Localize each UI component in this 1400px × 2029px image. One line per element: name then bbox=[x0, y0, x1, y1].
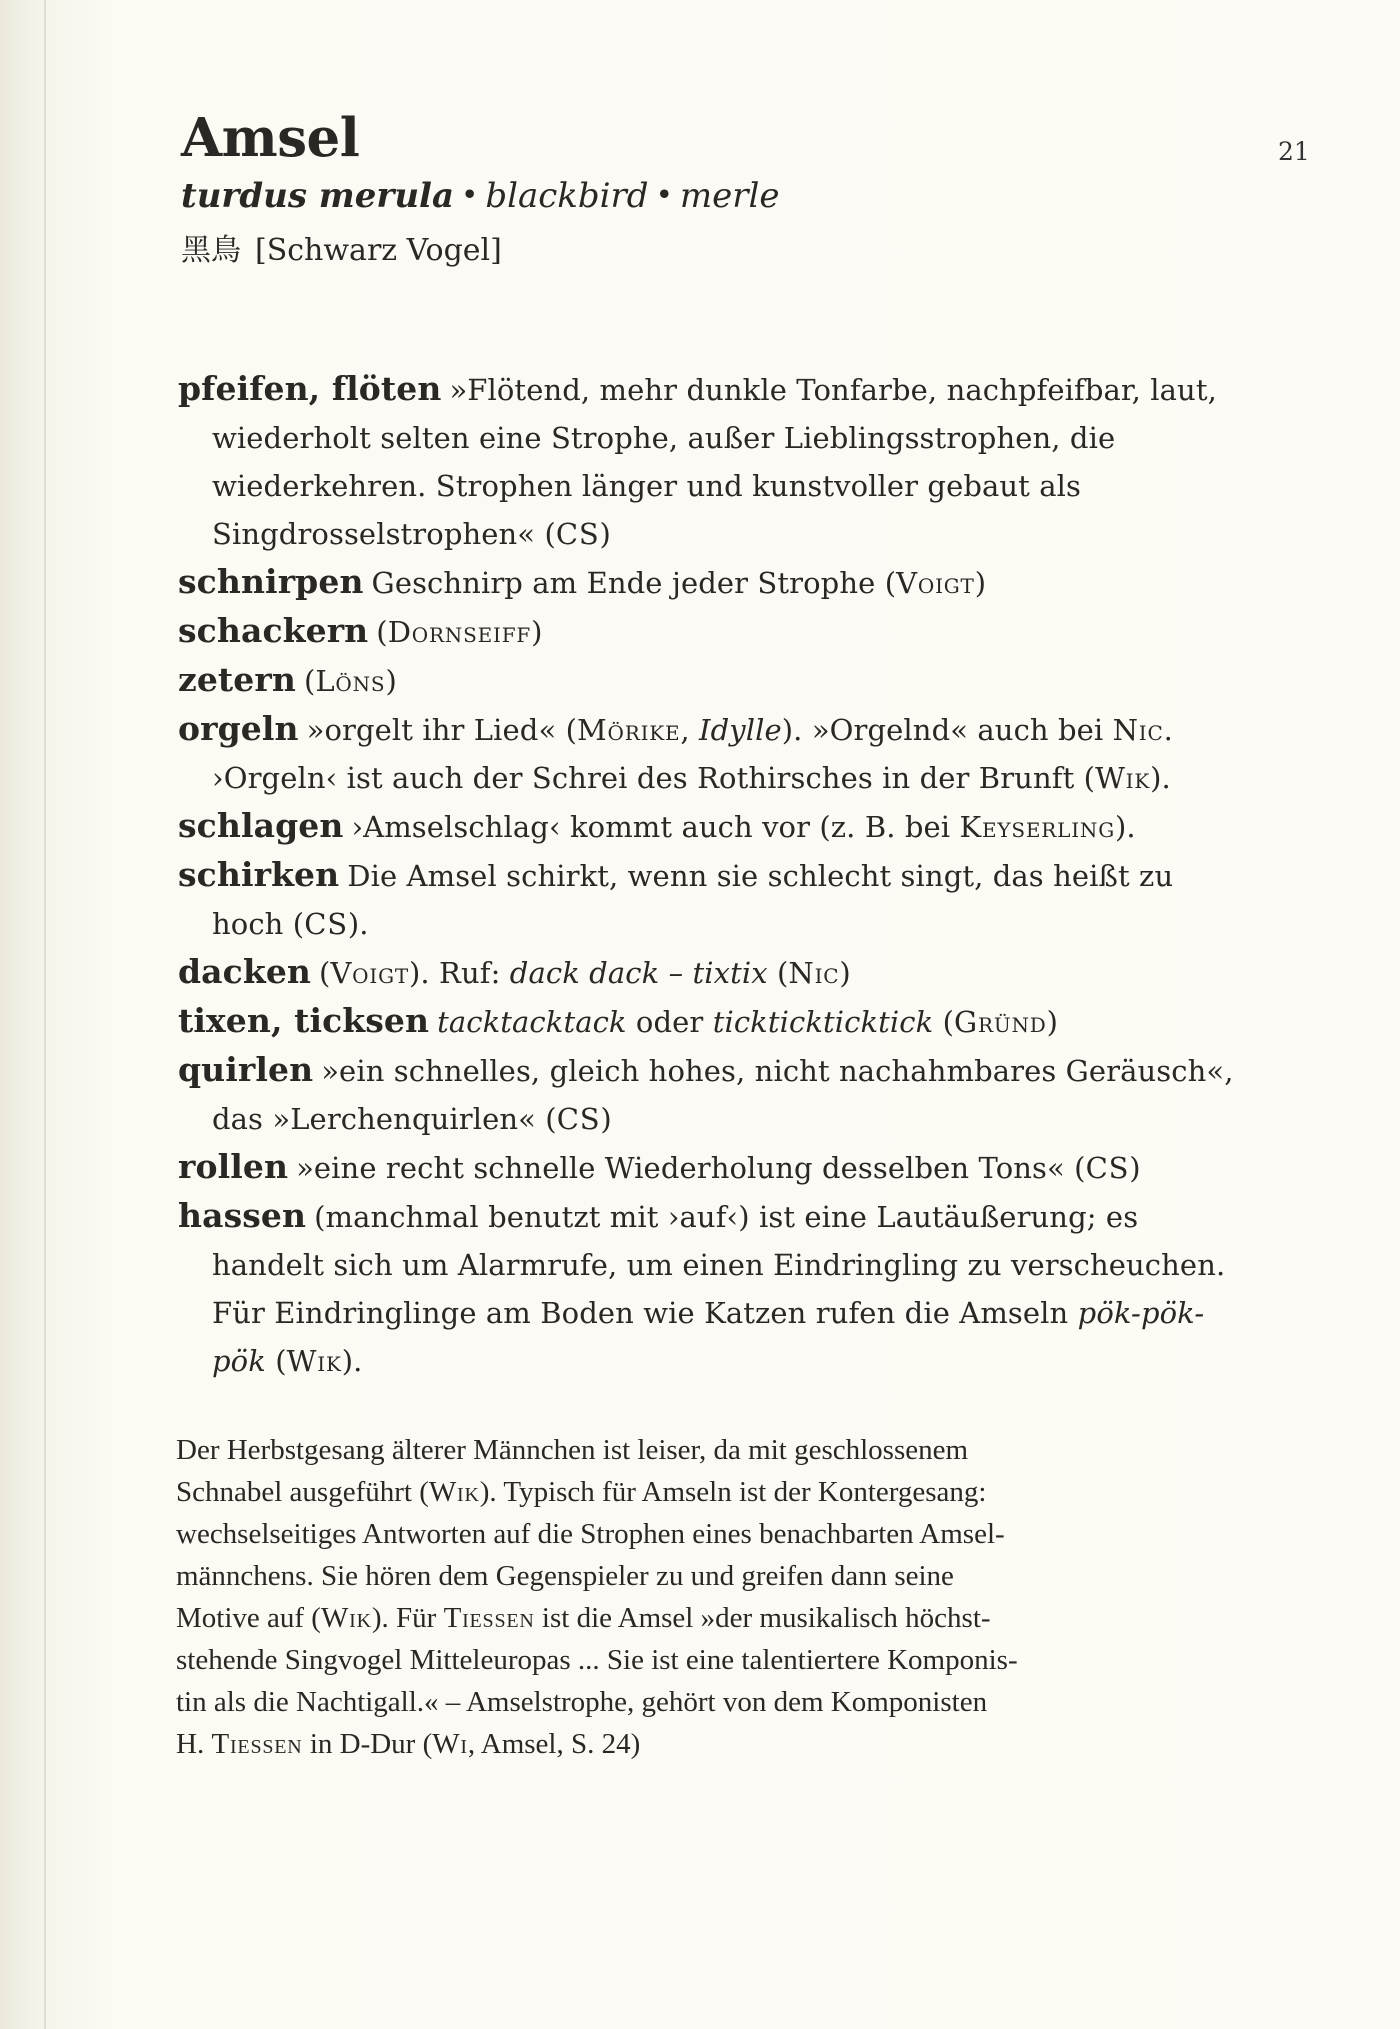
page-title: Amsel bbox=[181, 107, 360, 169]
entry-text: wechselseitiges Antworten auf die Strophen eines benachbarten Amsel- bbox=[176, 1518, 1005, 1550]
entry-text: ) bbox=[974, 566, 987, 600]
paragraph-line bbox=[176, 1513, 1236, 1555]
entry-text: tin als die Nachtigall.« – Amselstrophe, gehört von dem Komponisten bbox=[176, 1686, 988, 1718]
entry-text: (manchmal benutzt mit ›auf‹) ist eine Lautäußerung; es handelt sich um Alarmrufe, um einen Eindringling zu verscheuchen. Für Eindringlinge am Boden wie Katzen rufen die Amseln bbox=[212, 1200, 1226, 1330]
entry-keyword: dacken bbox=[178, 952, 312, 991]
entry-text: ( bbox=[933, 1005, 955, 1039]
entry-text: ) bbox=[600, 1102, 612, 1136]
entry-keyword: orgeln bbox=[178, 709, 299, 748]
french-name: merle bbox=[679, 176, 780, 216]
vocalization-entry bbox=[178, 851, 1238, 948]
entry-text: ). bbox=[341, 1344, 363, 1378]
entry-text: ist die Amsel »der musikalisch höchst- bbox=[534, 1602, 991, 1634]
separator-dot: • bbox=[462, 180, 478, 209]
entry-text: in D-Dur ( bbox=[302, 1728, 433, 1760]
entry-keyword: schlagen bbox=[178, 806, 344, 845]
vocalization-entry bbox=[178, 705, 1238, 802]
source-citation: CS bbox=[304, 907, 348, 941]
source-citation: Löns bbox=[315, 664, 386, 698]
entry-text: Motive auf ( bbox=[176, 1602, 321, 1634]
italic-text: dack dack – tixtix bbox=[509, 956, 768, 990]
source-citation: Wik bbox=[286, 1344, 342, 1378]
paragraph-line bbox=[176, 1723, 1236, 1765]
entry-text: ). Für bbox=[371, 1602, 444, 1634]
paragraph-line bbox=[176, 1429, 1236, 1471]
vocalization-entry bbox=[178, 1192, 1238, 1385]
vocalization-entry bbox=[178, 607, 1238, 656]
closing-paragraph bbox=[176, 1429, 1236, 1765]
source-citation: Tiessen bbox=[443, 1602, 535, 1634]
kanji-gloss: [Schwarz Vogel] bbox=[255, 233, 502, 268]
paragraph-line bbox=[176, 1639, 1236, 1681]
entry-text: H. bbox=[176, 1728, 212, 1760]
entry-text: Geschnirp am Ende jeder Strophe ( bbox=[371, 566, 897, 600]
entry-keyword: tixen, ticksen bbox=[178, 1001, 430, 1040]
separator-dot: • bbox=[656, 180, 672, 209]
entry-text: Schnabel ausgeführt ( bbox=[176, 1476, 429, 1508]
entry-text: ). Ruf: bbox=[409, 956, 510, 990]
entry-text: »ein schnelles, gleich hohes, nicht nachahmbares Geräusch«, das »Lerchenquirlen« ( bbox=[212, 1054, 1234, 1136]
source-citation: Wik bbox=[1095, 761, 1151, 795]
entry-text: ( bbox=[767, 956, 789, 990]
entry-text: ( bbox=[319, 956, 331, 990]
source-citation: CS bbox=[1085, 1151, 1130, 1185]
entry-keyword: rollen bbox=[178, 1147, 289, 1186]
vocalization-entry bbox=[178, 1046, 1238, 1143]
kanji-name: 黑鳥 bbox=[181, 233, 241, 268]
paragraph-line bbox=[176, 1555, 1236, 1597]
entry-keyword: pfeifen, flöten bbox=[178, 369, 442, 408]
source-citation: Wik bbox=[320, 1602, 372, 1634]
entry-text: Die Amsel schirkt, wenn sie schlecht singt, das heißt zu hoch ( bbox=[212, 859, 1174, 941]
entry-header bbox=[181, 105, 780, 276]
margin-shadow bbox=[44, 0, 46, 2029]
entry-text: ) bbox=[599, 517, 611, 551]
entry-text: stehende Singvogel Mitteleuropas ... Sie ist eine talentiertere Komponis- bbox=[176, 1644, 1018, 1676]
english-name: blackbird bbox=[485, 176, 649, 216]
entry-keyword: hassen bbox=[178, 1196, 307, 1235]
entry-text: , bbox=[680, 713, 700, 747]
vocalization-entry bbox=[178, 948, 1238, 997]
italic-text: pök-pök-pök bbox=[212, 1296, 1205, 1378]
vocalization-entry bbox=[178, 558, 1238, 607]
entry-text: »eine recht schnelle Wiederholung desselben Tons« ( bbox=[296, 1151, 1086, 1185]
entry-text: Der Herbstgesang älterer Männchen ist leiser, da mit geschlossenem bbox=[176, 1434, 969, 1466]
kanji-line bbox=[181, 226, 780, 276]
paragraph-line bbox=[176, 1471, 1236, 1513]
entry-text: ) bbox=[1129, 1151, 1141, 1185]
source-citation: Mörike bbox=[577, 713, 681, 747]
italic-text: ticktickticktick bbox=[712, 1005, 934, 1039]
latin-name: turdus merula bbox=[181, 176, 454, 216]
entry-text: ). bbox=[1114, 810, 1136, 844]
vocalization-entry bbox=[178, 997, 1238, 1046]
entry-text: »orgelt ihr Lied« ( bbox=[306, 713, 578, 747]
entry-keyword: quirlen bbox=[178, 1050, 314, 1089]
source-citation: Dornseiff bbox=[387, 615, 532, 649]
entry-text: ) bbox=[531, 615, 543, 649]
entry-keyword: schackern bbox=[178, 611, 369, 650]
source-citation: Voigt bbox=[330, 956, 409, 990]
italic-text: Idylle bbox=[699, 713, 782, 747]
entry-keyword: schirken bbox=[178, 855, 340, 894]
vocalization-entry bbox=[178, 365, 1238, 558]
vocalization-entry bbox=[178, 802, 1238, 851]
entry-text: ). Typisch für Amseln ist der Kontergesang: bbox=[479, 1476, 987, 1508]
source-citation: Voigt bbox=[896, 566, 975, 600]
source-citation: CS bbox=[555, 517, 600, 551]
entry-text: ) bbox=[1046, 1005, 1059, 1039]
entry-text: ( bbox=[376, 615, 388, 649]
source-citation: Nic bbox=[788, 956, 840, 990]
paragraph-line bbox=[176, 1681, 1236, 1723]
entry-keyword: schnirpen bbox=[178, 562, 364, 601]
vocalization-entry bbox=[178, 1143, 1238, 1192]
source-citation: Wik bbox=[428, 1476, 480, 1508]
entry-text: ) bbox=[385, 664, 397, 698]
entry-text: , Amsel, S. 24) bbox=[467, 1728, 641, 1760]
page-number: 21 bbox=[1278, 137, 1310, 166]
paragraph-line bbox=[176, 1597, 1236, 1639]
entry-text: ›Amselschlag‹ kommt auch vor (z. B. bei bbox=[351, 810, 960, 844]
italic-text: tacktacktack bbox=[437, 1005, 627, 1039]
entry-text: ). bbox=[347, 907, 369, 941]
source-citation: Wi bbox=[432, 1728, 468, 1760]
entry-text: oder bbox=[626, 1005, 713, 1039]
source-citation: Tiessen bbox=[211, 1728, 303, 1760]
name-translations bbox=[181, 171, 780, 224]
entry-text: »Flötend, mehr dunkle Tonfarbe, nachpfeifbar, laut, wiederholt selten eine Strophe, außer Lieblingsstrophen, die wiederkehren. Strophen länger und kunstvoller gebaut als Singdrosselstrophen« ( bbox=[212, 373, 1217, 551]
entry-text: . ›Orgeln‹ ist auch der Schrei des Rothirsches in der Brunft ( bbox=[212, 713, 1173, 795]
source-citation: CS bbox=[556, 1102, 601, 1136]
entry-text: ). »Orgelnd« auch bei bbox=[781, 713, 1113, 747]
entry-text: ). bbox=[1150, 761, 1171, 795]
entry-text: ( bbox=[265, 1344, 287, 1378]
entry-text: ) bbox=[839, 956, 851, 990]
entry-keyword: zetern bbox=[178, 660, 296, 699]
vocalization-entry bbox=[178, 656, 1238, 705]
entry-text: ( bbox=[303, 664, 316, 698]
source-citation: Keyserling bbox=[959, 810, 1115, 844]
vocalization-entries bbox=[178, 365, 1238, 1385]
source-citation: Nic bbox=[1112, 713, 1164, 747]
entry-text: männchens. Sie hören dem Gegenspieler zu und greifen dann seine bbox=[176, 1560, 954, 1592]
source-citation: Gründ bbox=[954, 1005, 1047, 1039]
